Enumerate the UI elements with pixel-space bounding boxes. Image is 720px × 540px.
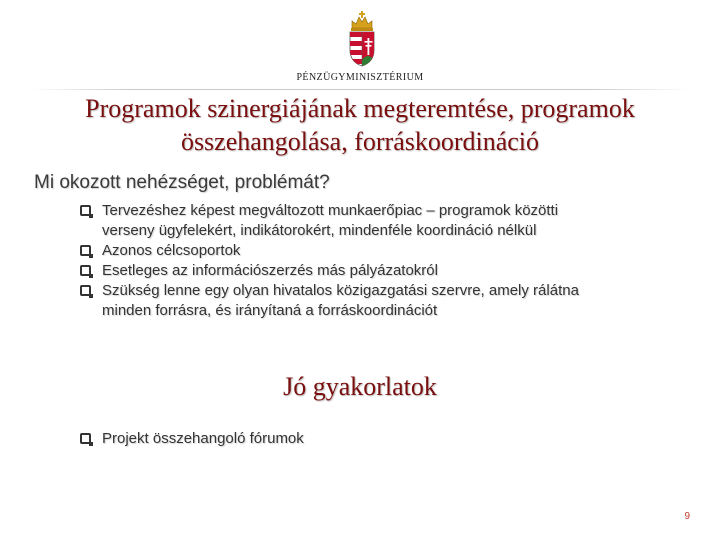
list-item-text-line-1: Szükség lenne egy olyan hivatalos közigazgatási szervre, amely rálátna: [102, 282, 579, 299]
list-item-text-line-2: minden forrásra, és irányítaná a forráskoordinációt: [102, 302, 438, 319]
checkbox-bullet-icon: [80, 205, 91, 216]
ministry-name: PÉNZÜGYMINISZTÉRIUM: [296, 72, 424, 83]
hungarian-coat-of-arms-icon: [342, 8, 382, 68]
checkbox-bullet-icon: [80, 245, 91, 256]
checkbox-bullet-icon: [80, 433, 91, 444]
question-heading: Mi okozott nehézséget, problémát?: [34, 172, 330, 193]
list-item: [80, 429, 690, 449]
list-item: [80, 241, 690, 261]
good-practices-heading: Jó gyakorlatok: [283, 372, 437, 401]
list-item-text-line-1: Tervezéshez képest megváltozott munkaerőpiac – programok közötti: [102, 202, 559, 219]
list-item-text-line-2: verseny ügyfelekért, indikátorokért, mindenféle koordináció nélkül: [102, 222, 537, 239]
checkbox-bullet-icon: [80, 265, 91, 276]
list-item: [80, 201, 690, 241]
list-item-text-line-1: Esetleges az információszerzés más pályázatokról: [102, 262, 438, 279]
checkbox-bullet-icon: [80, 285, 91, 296]
slide-title-line-1: Programok szinergiájának megteremtése, programok: [85, 94, 635, 123]
list-item: [80, 281, 690, 321]
slide-title-line-2: összehangolása, forráskoordináció: [180, 127, 540, 156]
list-item-text-line-1: Azonos célcsoportok: [102, 242, 241, 259]
list-item: [80, 261, 690, 281]
problem-list: [80, 201, 690, 321]
page-number: 9: [684, 511, 690, 522]
good-practices-list: [80, 429, 690, 449]
header-divider: [32, 89, 688, 90]
list-item-text-line-1: Projekt összehangoló fórumok: [102, 430, 304, 447]
slide-title: [20, 92, 700, 158]
